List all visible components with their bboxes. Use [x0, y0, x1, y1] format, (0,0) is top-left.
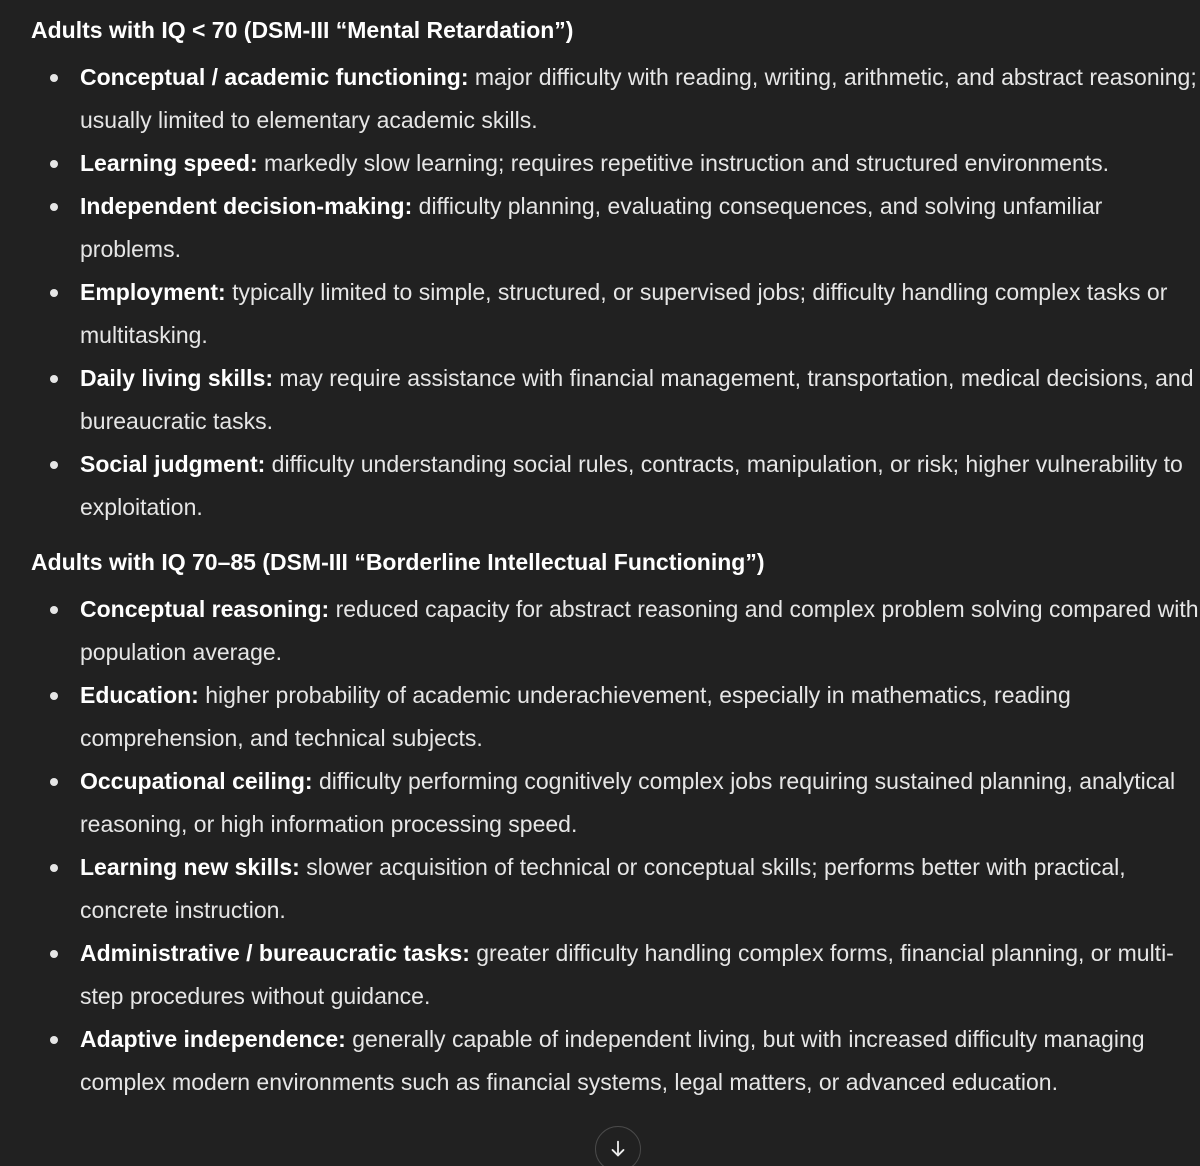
item-text: generally capable of independent living, but with increased difficulty managing complex modern environments such as financial systems, legal matters, or advanced education.: [80, 1026, 1145, 1095]
item-term: Learning new skills:: [80, 854, 300, 880]
item-text: slower acquisition of technical or conceptual skills; performs better with practical, concrete instruction.: [80, 854, 1126, 923]
message-content: [31, 10, 1200, 1104]
item-term: Daily living skills:: [80, 365, 274, 391]
item-text: typically limited to simple, structured, or supervised jobs; difficulty handling complex tasks or multitasking.: [80, 279, 1168, 348]
item-text: major difficulty with reading, writing, arithmetic, and abstract reasoning; usually limited to elementary academic skills.: [80, 64, 1197, 133]
bullet-list-iq-below-70: [31, 56, 1200, 529]
list-item: [31, 1018, 1200, 1104]
item-text: may require assistance with financial management, transportation, medical decisions, and bureaucratic tasks.: [80, 365, 1194, 434]
item-term: Education:: [80, 682, 199, 708]
list-item: [31, 846, 1200, 932]
bullet-icon: [50, 1036, 58, 1044]
item-text: markedly slow learning; requires repetitive instruction and structured environments.: [257, 150, 1110, 176]
item-text: reduced capacity for abstract reasoning and complex problem solving compared with population average.: [80, 596, 1199, 665]
item-text: difficulty understanding social rules, contracts, manipulation, or risk; higher vulnerability to exploitation.: [80, 451, 1183, 520]
item-term: Conceptual / academic functioning:: [80, 64, 469, 90]
list-item: [31, 588, 1200, 674]
item-term: Independent decision-making:: [80, 193, 413, 219]
item-term: Social judgment:: [80, 451, 266, 477]
item-term: Adaptive independence:: [80, 1026, 346, 1052]
bullet-icon: [50, 74, 58, 82]
bullet-icon: [50, 375, 58, 383]
bullet-icon: [50, 864, 58, 872]
list-item: [31, 443, 1200, 529]
arrow-down-icon: [607, 1138, 629, 1160]
item-text: difficulty performing cognitively complex jobs requiring sustained planning, analytical reasoning, or high information processing speed.: [80, 768, 1176, 837]
item-text: difficulty planning, evaluating consequences, and solving unfamiliar problems.: [80, 193, 1103, 262]
item-text: greater difficulty handling complex forms, financial planning, or multi-step procedures without guidance.: [80, 940, 1174, 1009]
list-item: [31, 142, 1200, 185]
bullet-icon: [50, 778, 58, 786]
list-item: [31, 932, 1200, 1018]
bullet-icon: [50, 289, 58, 297]
list-item: [31, 271, 1200, 357]
item-term: Learning speed:: [80, 150, 258, 176]
item-term: Administrative / bureaucratic tasks:: [80, 940, 470, 966]
bullet-icon: [50, 461, 58, 469]
scroll-to-bottom-button[interactable]: [595, 1126, 641, 1166]
bullet-list-iq-70-85: [31, 588, 1200, 1104]
item-term: Conceptual reasoning:: [80, 596, 330, 622]
bullet-icon: [50, 606, 58, 614]
section-heading-iq-below-70: Adults with IQ < 70 (DSM-III “Mental Retardation”): [31, 17, 574, 43]
bullet-icon: [50, 692, 58, 700]
list-item: [31, 56, 1200, 142]
list-item: [31, 674, 1200, 760]
item-term: Employment:: [80, 279, 226, 305]
bullet-icon: [50, 160, 58, 168]
list-item: [31, 185, 1200, 271]
bullet-icon: [50, 203, 58, 211]
list-item: [31, 760, 1200, 846]
item-term: Occupational ceiling:: [80, 768, 313, 794]
item-text: higher probability of academic underachievement, especially in mathematics, reading comprehension, and technical subjects.: [80, 682, 1071, 751]
list-item: [31, 357, 1200, 443]
section-heading-iq-70-85: Adults with IQ 70–85 (DSM-III “Borderline Intellectual Functioning”): [31, 549, 765, 575]
bullet-icon: [50, 950, 58, 958]
